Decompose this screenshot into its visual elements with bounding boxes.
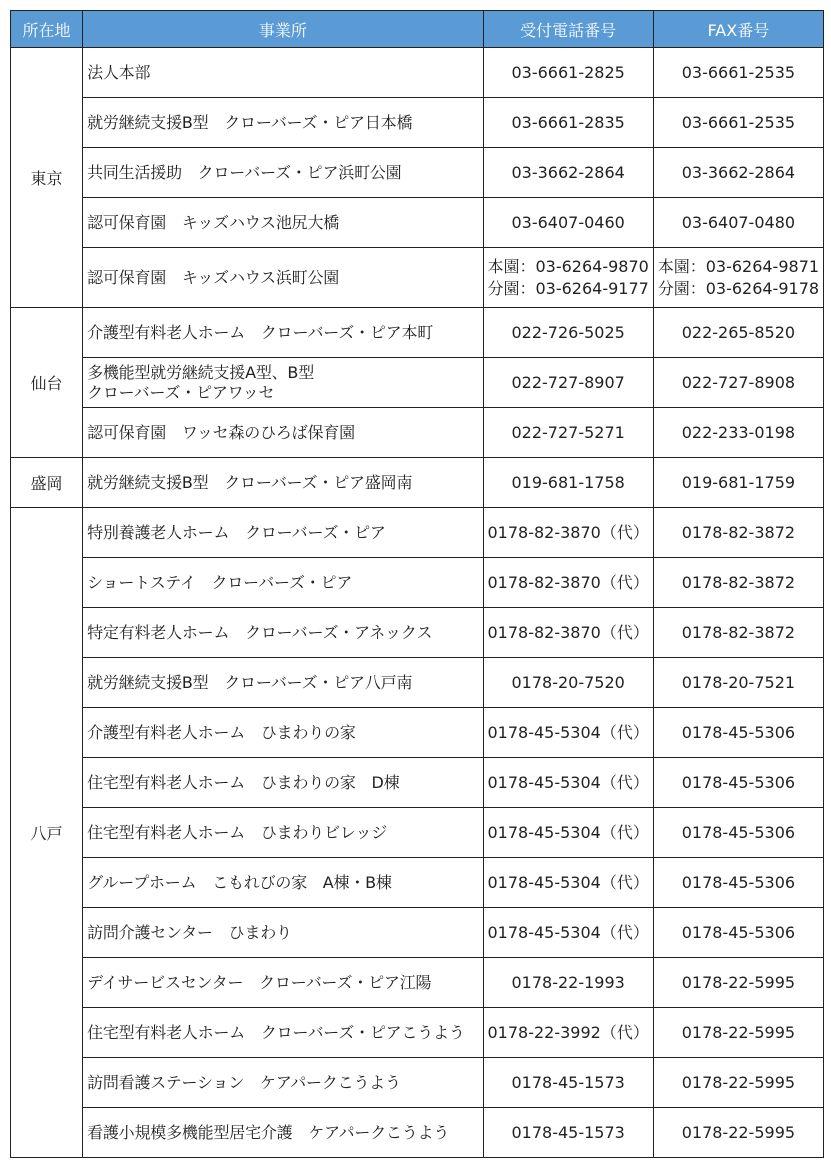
cell-line: 03-3662-2864 bbox=[681, 162, 796, 182]
cell-line: 0178-82-3872 bbox=[681, 572, 796, 592]
office-name-cell bbox=[83, 48, 483, 98]
fax-cell bbox=[653, 958, 823, 1008]
table-row bbox=[11, 658, 824, 708]
cell-line: 03-6407-0460 bbox=[511, 212, 625, 232]
cell-line: 特別養護老人ホーム クローバーズ・ピア bbox=[87, 522, 386, 542]
phone-cell bbox=[483, 98, 653, 148]
table-row bbox=[11, 358, 824, 408]
phone-cell bbox=[483, 558, 653, 608]
cell-line: 019-681-1759 bbox=[681, 472, 796, 492]
cell-line: 022-233-0198 bbox=[681, 422, 796, 442]
table-row bbox=[11, 858, 824, 908]
phone-cell bbox=[483, 198, 653, 248]
table-row bbox=[11, 408, 824, 458]
cell-line: 住宅型有料老人ホーム ひまわりビレッジ bbox=[87, 822, 388, 842]
phone-cell bbox=[483, 458, 653, 508]
cell-line: デイサービスセンター クローバーズ・ピア江陽 bbox=[87, 972, 432, 992]
cell-line: 022-727-8908 bbox=[681, 372, 796, 392]
location-cell: 盛岡 bbox=[11, 458, 83, 508]
phone-cell bbox=[483, 508, 653, 558]
phone-cell bbox=[483, 408, 653, 458]
office-name-cell bbox=[83, 1108, 483, 1158]
cell-line: 0178-20-7520 bbox=[511, 672, 625, 692]
office-name-cell bbox=[83, 248, 483, 308]
fax-cell bbox=[653, 1108, 823, 1158]
cell-line: 0178-22-5995 bbox=[681, 1022, 796, 1042]
fax-cell bbox=[653, 148, 823, 198]
office-name-cell bbox=[83, 708, 483, 758]
location-cell: 八戸 bbox=[11, 508, 83, 1158]
cell-line: 0178-45-5306 bbox=[681, 922, 796, 942]
phone-cell bbox=[483, 708, 653, 758]
cell-line: 0178-20-7521 bbox=[681, 672, 796, 692]
cell-line: 03-6661-2535 bbox=[681, 62, 796, 82]
table-row bbox=[11, 708, 824, 758]
fax-cell bbox=[653, 308, 823, 358]
cell-line: 0178-45-5304（代） bbox=[487, 922, 649, 942]
cell-line: ショートステイ クローバーズ・ピア bbox=[87, 572, 353, 592]
table-row bbox=[11, 148, 824, 198]
cell-line: 022-265-8520 bbox=[681, 322, 796, 342]
office-name-cell bbox=[83, 408, 483, 458]
table-row bbox=[11, 508, 824, 558]
fax-cell bbox=[653, 758, 823, 808]
fax-cell bbox=[653, 358, 823, 408]
cell-line: 0178-22-1993 bbox=[511, 972, 625, 992]
office-name-cell bbox=[83, 808, 483, 858]
fax-cell bbox=[653, 408, 823, 458]
cell-line: 019-681-1758 bbox=[511, 472, 625, 492]
fax-cell bbox=[653, 858, 823, 908]
cell-line: 0178-82-3872 bbox=[681, 522, 796, 542]
cell-line: 0178-45-1573 bbox=[511, 1122, 625, 1142]
fax-cell bbox=[653, 658, 823, 708]
phone-cell bbox=[483, 858, 653, 908]
cell-line: 0178-22-3992（代） bbox=[487, 1022, 649, 1042]
cell-line: 住宅型有料老人ホーム クローバーズ・ピアこうよう bbox=[87, 1022, 465, 1042]
table-body bbox=[11, 48, 824, 1158]
location-cell: 仙台 bbox=[11, 308, 83, 458]
cell-line: 03-6661-2835 bbox=[511, 112, 625, 132]
cell-line: クローバーズ・ピアワッセ bbox=[87, 382, 275, 402]
table-row bbox=[11, 558, 824, 608]
office-name-cell bbox=[83, 558, 483, 608]
table-row bbox=[11, 98, 824, 148]
cell-line: 022-727-8907 bbox=[511, 372, 625, 392]
fax-cell bbox=[653, 608, 823, 658]
office-name-cell bbox=[83, 958, 483, 1008]
cell-line: 訪問介護センター ひまわり bbox=[87, 922, 292, 942]
cell-line: 0178-45-5304（代） bbox=[487, 872, 649, 892]
cell-line: 法人本部 bbox=[87, 62, 151, 82]
fax-cell bbox=[653, 1058, 823, 1108]
fax-cell bbox=[653, 508, 823, 558]
office-name-cell bbox=[83, 148, 483, 198]
office-name-cell bbox=[83, 308, 483, 358]
cell-line: 0178-45-1573 bbox=[511, 1072, 625, 1092]
phone-cell bbox=[483, 808, 653, 858]
location-cell: 東京 bbox=[11, 48, 83, 308]
table-row bbox=[11, 308, 824, 358]
cell-line: 本園：03-6264-9871 bbox=[657, 256, 820, 276]
table-row bbox=[11, 958, 824, 1008]
cell-line: 0178-45-5306 bbox=[681, 772, 796, 792]
office-name-cell bbox=[83, 758, 483, 808]
phone-cell bbox=[483, 308, 653, 358]
fax-cell bbox=[653, 48, 823, 98]
table-row bbox=[11, 1058, 824, 1108]
phone-cell bbox=[483, 758, 653, 808]
phone-cell bbox=[483, 1108, 653, 1158]
cell-line: 特定有料老人ホーム クローバーズ・アネックス bbox=[87, 622, 433, 642]
header-location: 所在地 bbox=[11, 11, 83, 48]
cell-line: 認可保育園 キッズハウス池尻大橋 bbox=[87, 212, 340, 232]
cell-line: 就労継続支援B型 クローバーズ・ピア日本橋 bbox=[87, 112, 413, 132]
table-row bbox=[11, 908, 824, 958]
cell-line: 本園：03-6264-9870 bbox=[487, 256, 649, 276]
fax-cell bbox=[653, 908, 823, 958]
table-row bbox=[11, 1008, 824, 1058]
cell-line: 03-6661-2535 bbox=[681, 112, 796, 132]
cell-line: 就労継続支援B型 クローバーズ・ピア八戸南 bbox=[87, 672, 413, 692]
header-phone: 受付電話番号 bbox=[483, 11, 653, 48]
fax-cell bbox=[653, 98, 823, 148]
phone-cell bbox=[483, 1058, 653, 1108]
phone-cell bbox=[483, 48, 653, 98]
cell-line: 看護小規模多機能型居宅介護 ケアパークこうよう bbox=[87, 1122, 450, 1142]
cell-line: 03-3662-2864 bbox=[511, 162, 625, 182]
cell-line: 0178-82-3870（代） bbox=[487, 522, 649, 542]
phone-cell bbox=[483, 1008, 653, 1058]
cell-line: 0178-45-5304（代） bbox=[487, 822, 649, 842]
cell-line: 分園：03-6264-9178 bbox=[657, 278, 820, 298]
cell-line: 訪問看護ステーション ケアパークこうよう bbox=[87, 1072, 401, 1092]
cell-line: 多機能型就労継続支援A型、B型 bbox=[87, 362, 315, 382]
office-name-cell bbox=[83, 858, 483, 908]
phone-cell bbox=[483, 908, 653, 958]
table-row bbox=[11, 248, 824, 308]
office-name-cell bbox=[83, 98, 483, 148]
cell-line: 0178-45-5306 bbox=[681, 722, 796, 742]
cell-line: 0178-45-5304（代） bbox=[487, 722, 649, 742]
cell-line: グループホーム こもれびの家 A棟・B棟 bbox=[87, 872, 392, 892]
cell-line: 0178-22-5995 bbox=[681, 1072, 796, 1092]
cell-line: 022-727-5271 bbox=[511, 422, 625, 442]
cell-line: 03-6407-0480 bbox=[681, 212, 796, 232]
phone-cell bbox=[483, 958, 653, 1008]
cell-line: 0178-22-5995 bbox=[681, 972, 796, 992]
office-name-cell bbox=[83, 458, 483, 508]
office-name-cell bbox=[83, 1058, 483, 1108]
cell-line: 共同生活援助 クローバーズ・ピア浜町公園 bbox=[87, 162, 402, 182]
phone-cell bbox=[483, 608, 653, 658]
cell-line: 住宅型有料老人ホーム ひまわりの家 D棟 bbox=[87, 772, 400, 792]
cell-line: 022-726-5025 bbox=[511, 322, 625, 342]
office-name-cell bbox=[83, 608, 483, 658]
table-row bbox=[11, 458, 824, 508]
cell-line: 介護型有料老人ホーム クローバーズ・ピア本町 bbox=[87, 322, 434, 342]
cell-line: 0178-82-3870（代） bbox=[487, 572, 649, 592]
cell-line: 分園：03-6264-9177 bbox=[487, 278, 649, 298]
fax-cell bbox=[653, 1008, 823, 1058]
cell-line: 0178-22-5995 bbox=[681, 1122, 796, 1142]
phone-cell bbox=[483, 148, 653, 198]
cell-line: 0178-82-3872 bbox=[681, 622, 796, 642]
phone-cell bbox=[483, 358, 653, 408]
cell-line: 03-6661-2825 bbox=[511, 62, 625, 82]
header-fax: FAX番号 bbox=[653, 11, 823, 48]
cell-line: 0178-45-5306 bbox=[681, 872, 796, 892]
table-row bbox=[11, 1108, 824, 1158]
table-row bbox=[11, 808, 824, 858]
header-row bbox=[11, 11, 824, 48]
fax-cell bbox=[653, 458, 823, 508]
fax-cell bbox=[653, 248, 823, 308]
cell-line: 0178-45-5306 bbox=[681, 822, 796, 842]
office-name-cell bbox=[83, 1008, 483, 1058]
phone-cell bbox=[483, 658, 653, 708]
cell-line: 認可保育園 キッズハウス浜町公園 bbox=[87, 267, 340, 287]
table-row bbox=[11, 758, 824, 808]
cell-line: 0178-82-3870（代） bbox=[487, 622, 649, 642]
office-name-cell bbox=[83, 508, 483, 558]
office-name-cell bbox=[83, 658, 483, 708]
cell-line: 0178-45-5304（代） bbox=[487, 772, 649, 792]
table-row bbox=[11, 48, 824, 98]
fax-cell bbox=[653, 558, 823, 608]
fax-cell bbox=[653, 808, 823, 858]
cell-line: 認可保育園 ワッセ森のひろば保育園 bbox=[87, 422, 355, 442]
fax-cell bbox=[653, 198, 823, 248]
cell-line: 就労継続支援B型 クローバーズ・ピア盛岡南 bbox=[87, 472, 413, 492]
cell-line: 介護型有料老人ホーム ひまわりの家 bbox=[87, 722, 356, 742]
office-name-cell bbox=[83, 198, 483, 248]
table-row bbox=[11, 608, 824, 658]
phone-cell bbox=[483, 248, 653, 308]
office-name-cell bbox=[83, 358, 483, 408]
office-contact-table bbox=[10, 10, 824, 1158]
fax-cell bbox=[653, 708, 823, 758]
header-office: 事業所 bbox=[83, 11, 483, 48]
table-row bbox=[11, 198, 824, 248]
office-name-cell bbox=[83, 908, 483, 958]
